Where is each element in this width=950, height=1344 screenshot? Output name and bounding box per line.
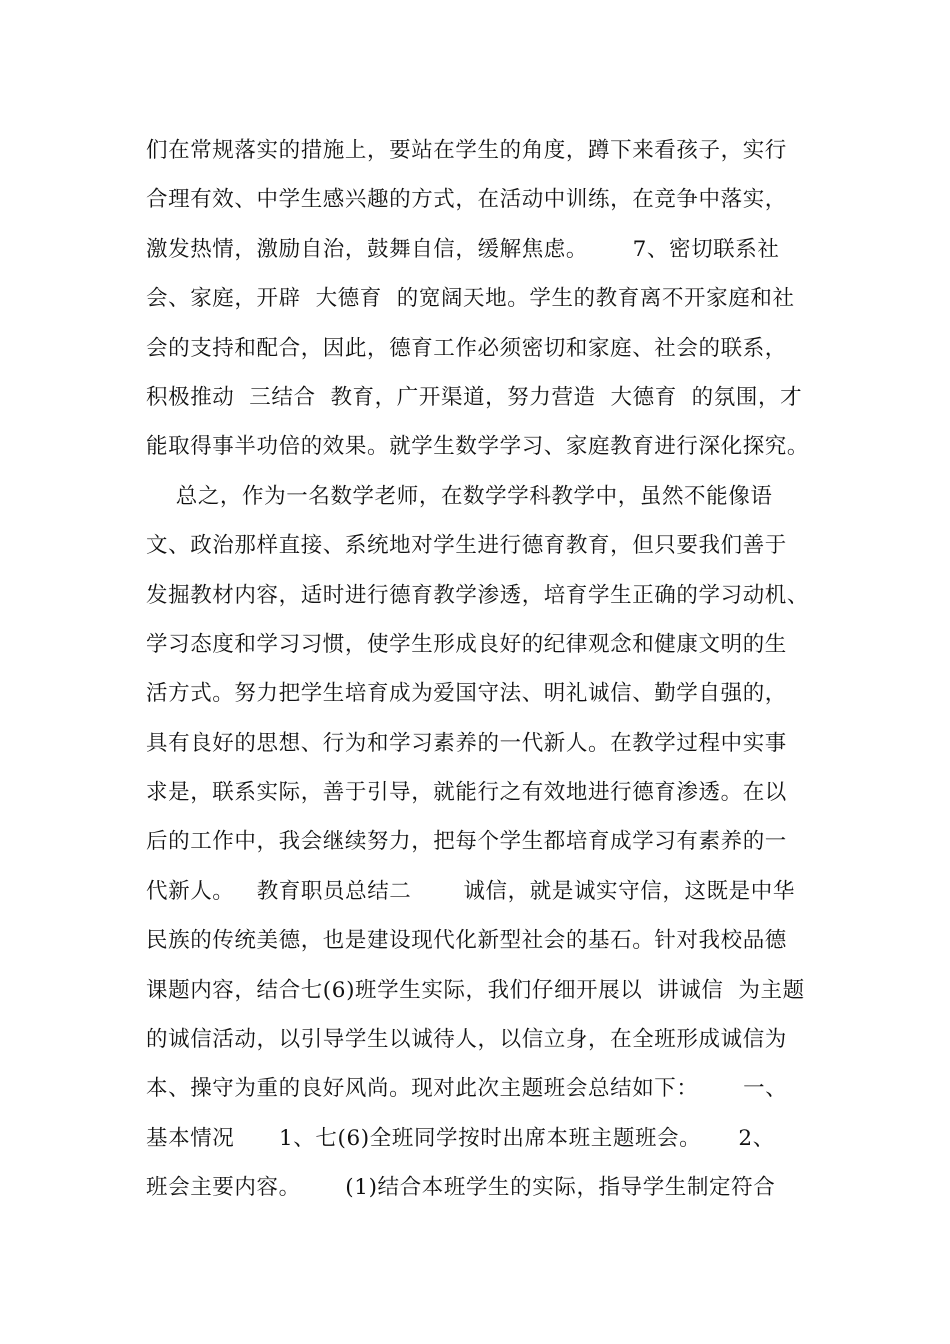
text-line: 民族的传统美德，也是建设现代化新型社会的基石。针对我校品德 [146, 928, 787, 954]
text-line: 本、操守为重的良好风尚。现对此次主题班会总结如下： 一、 [146, 1076, 788, 1102]
text-line: 基本情况 1、七(6)全班同学按时出席本班主题班会。 2、 [146, 1125, 775, 1151]
text-line: 求是，联系实际，善于引导，就能行之有效地进行德育渗透。在以 [146, 780, 787, 806]
text-line: 学习态度和学习习惯，使学生形成良好的纪律观念和健康文明的生 [146, 631, 787, 657]
text-line: 们在常规落实的措施上，要站在学生的角度，蹲下来看孩子，实行 [146, 138, 787, 163]
body-text [146, 126, 826, 1213]
text-line: 具有良好的思想、行为和学习素养的一代新人。在教学过程中实事 [146, 730, 787, 756]
text-line: 合理有效、中学生感兴趣的方式，在活动中训练，在竞争中落实， [146, 187, 787, 213]
text-line: 活方式。努力把学生培育成为爱国守法、明礼诚信、勤学自强的， [146, 681, 787, 707]
text-line: 的诚信活动，以引导学生以诚待人，以信立身，在全班形成诚信为 [146, 1027, 787, 1053]
text-line: 积极推动 三结合 教育，广开渠道，努力营造 大德育 的氛围，才 [146, 384, 803, 410]
text-line: 代新人。 教育职员总结二 诚信，就是诚实守信，这既是中华 [146, 878, 795, 904]
text-line: 后的工作中，我会继续努力，把每个学生都培育成学习有素养的一 [146, 829, 787, 855]
text-line: 总之，作为一名数学老师，在数学学科教学中，虽然不能像语 [146, 483, 773, 509]
text-line: 课题内容，结合七(6)班学生实际，我们仔细开展以 讲诚信 为主题 [146, 977, 805, 1003]
text-line: 班会主要内容。 (1)结合本班学生的实际，指导学生制定符合 [146, 1175, 776, 1201]
text-line: 激发热情，激励自治，鼓舞自信，缓解焦虑。 7、密切联系社 [146, 236, 780, 262]
text-line: 会的支持和配合，因此，德育工作必须密切和家庭、社会的联系， [146, 335, 787, 361]
text-line: 文、政治那样直接、系统地对学生进行德育教育，但只要我们善于 [146, 533, 787, 559]
text-line: 会、家庭，开辟 大德育 的宽阔天地。学生的教育离不开家庭和社 [146, 286, 795, 312]
text-line: 能取得事半功倍的效果。就学生数学学习、家庭教育进行深化探究。 [146, 434, 810, 460]
text-line: 发掘教材内容，适时进行德育教学渗透，培育学生正确的学习动机、 [146, 582, 810, 608]
